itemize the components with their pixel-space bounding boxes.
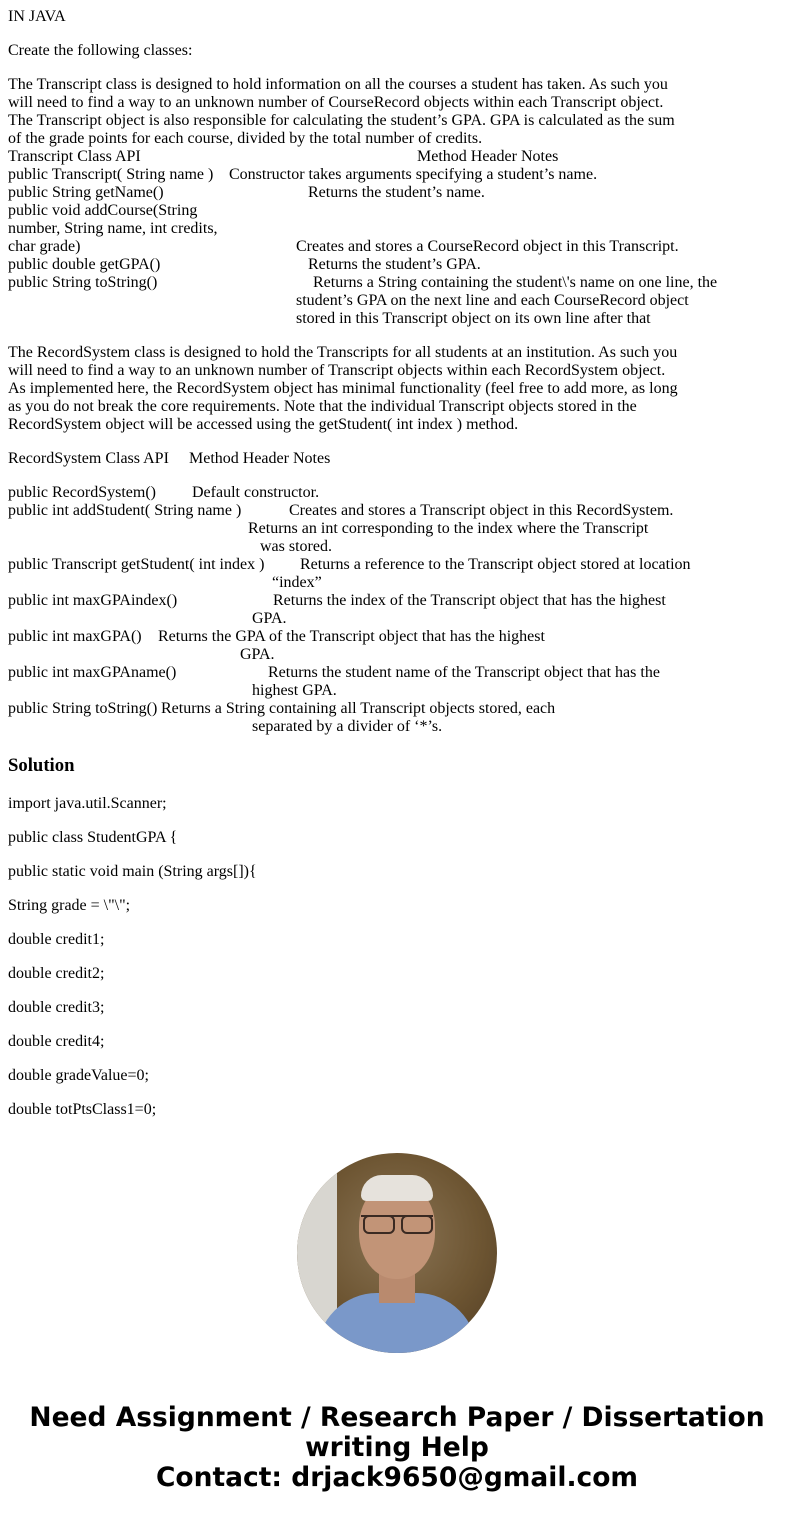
footer-line: writing Help (305, 1432, 489, 1463)
recordsystem-api-note: Returns the student name of the Transcript object that has the (268, 664, 660, 681)
question-heading: IN JAVA (8, 8, 66, 25)
transcript-api-note: student’s GPA on the next line and each CourseRecord object (296, 292, 689, 309)
recordsystem-api-note: GPA. (240, 646, 275, 663)
question-intro: Create the following classes: (8, 42, 193, 59)
code-line: double credit1; (8, 931, 105, 948)
transcript-api-note: Returns the student’s name. (308, 184, 485, 201)
code-line: public static void main (String args[]){ (8, 863, 257, 880)
transcript-api-method: public String getName() (8, 184, 164, 201)
transcript-api-header-left: Transcript Class API (8, 148, 141, 165)
code-line: String grade = \"\"; (8, 897, 131, 914)
transcript-api-method: public String toString() (8, 274, 158, 291)
transcript-api-method: public void addCourse(String (8, 202, 198, 219)
recordsystem-paragraph-line: will need to find a way to an unknown number of Transcript objects within each RecordSystem object. (8, 362, 666, 379)
recordsystem-api-note: Returns the index of the Transcript object that has the highest (273, 592, 666, 609)
code-line: double totPtsClass1=0; (8, 1101, 157, 1118)
recordsystem-api-note: Creates and stores a Transcript object in this RecordSystem. (289, 502, 674, 519)
recordsystem-paragraph-line: as you do not break the core requirements. Note that the individual Transcript objects stored in the (8, 398, 637, 415)
recordsystem-api-note: highest GPA. (252, 682, 337, 699)
author-photo (297, 1153, 497, 1353)
transcript-api-method: public Transcript( String name ) (8, 166, 214, 183)
recordsystem-api-method: public RecordSystem() (8, 484, 156, 501)
footer-line: Need Assignment / Research Paper / Dissertation (29, 1402, 765, 1433)
transcript-api-note: Creates and stores a CourseRecord object in this Transcript. (296, 238, 679, 255)
transcript-api-method: char grade) (8, 238, 81, 255)
transcript-paragraph-line: will need to find a way to an unknown number of CourseRecord objects within each Transcript object. (8, 94, 664, 111)
recordsystem-paragraph-line: As implemented here, the RecordSystem object has minimal functionality (feel free to add more, as long (8, 380, 678, 397)
code-line: double credit4; (8, 1033, 105, 1050)
recordsystem-api-method: public int maxGPAname() (8, 664, 177, 681)
recordsystem-api-header-left: RecordSystem Class API (8, 450, 169, 467)
transcript-paragraph-line: The Transcript object is also responsible for calculating the student’s GPA. GPA is calculated as the sum (8, 112, 675, 129)
transcript-api-note: Constructor takes arguments specifying a student’s name. (229, 166, 598, 183)
transcript-api-method: number, String name, int credits, (8, 220, 218, 237)
recordsystem-paragraph-line: The RecordSystem class is designed to hold the Transcripts for all students at an institution. As such you (8, 344, 678, 361)
transcript-api-method: public double getGPA() (8, 256, 161, 273)
transcript-api-note: Returns a String containing the student\'s name on one line, the (313, 274, 718, 291)
transcript-paragraph-line: The Transcript class is designed to hold information on all the courses a student has taken. As such you (8, 76, 668, 93)
footer-contact: Contact: drjack9650@gmail.com (155, 1462, 639, 1493)
recordsystem-api-note: Returns a String containing all Transcript objects stored, each (161, 700, 556, 717)
recordsystem-api-note: separated by a divider of ‘*’s. (252, 718, 443, 735)
transcript-api-note: Returns the student’s GPA. (308, 256, 481, 273)
recordsystem-api-method: public String toString() (8, 700, 158, 717)
transcript-paragraph-line: of the grade points for each course, divided by the total number of credits. (8, 130, 483, 147)
recordsystem-api-method: public int addStudent( String name ) (8, 502, 242, 519)
help-footer (0, 1403, 794, 1493)
recordsystem-api-method: public int maxGPAindex() (8, 592, 178, 609)
recordsystem-api-header-right: Method Header Notes (189, 450, 331, 467)
recordsystem-api-note: Returns a reference to the Transcript object stored at location (300, 556, 691, 573)
transcript-api-header-right: Method Header Notes (417, 148, 559, 165)
recordsystem-api-note: Returns the GPA of the Transcript object that has the highest (158, 628, 545, 645)
code-line: import java.util.Scanner; (8, 795, 167, 812)
recordsystem-api-method: public int maxGPA() (8, 628, 142, 645)
recordsystem-api-method: public Transcript getStudent( int index ) (8, 556, 265, 573)
code-line: double credit3; (8, 999, 105, 1016)
recordsystem-api-note: Default constructor. (192, 484, 320, 501)
recordsystem-api-note: “index” (272, 574, 322, 591)
transcript-api-note: stored in this Transcript object on its own line after that (296, 310, 651, 327)
solution-title: Solution (8, 755, 75, 776)
recordsystem-api-note: was stored. (260, 538, 332, 555)
code-line: public class StudentGPA { (8, 829, 178, 846)
recordsystem-api-note: Returns an int corresponding to the index where the Transcript (248, 520, 649, 537)
recordsystem-api-note: GPA. (252, 610, 287, 627)
recordsystem-paragraph-line: RecordSystem object will be accessed using the getStudent( int index ) method. (8, 416, 519, 433)
code-line: double credit2; (8, 965, 105, 982)
code-line: double gradeValue=0; (8, 1067, 149, 1084)
